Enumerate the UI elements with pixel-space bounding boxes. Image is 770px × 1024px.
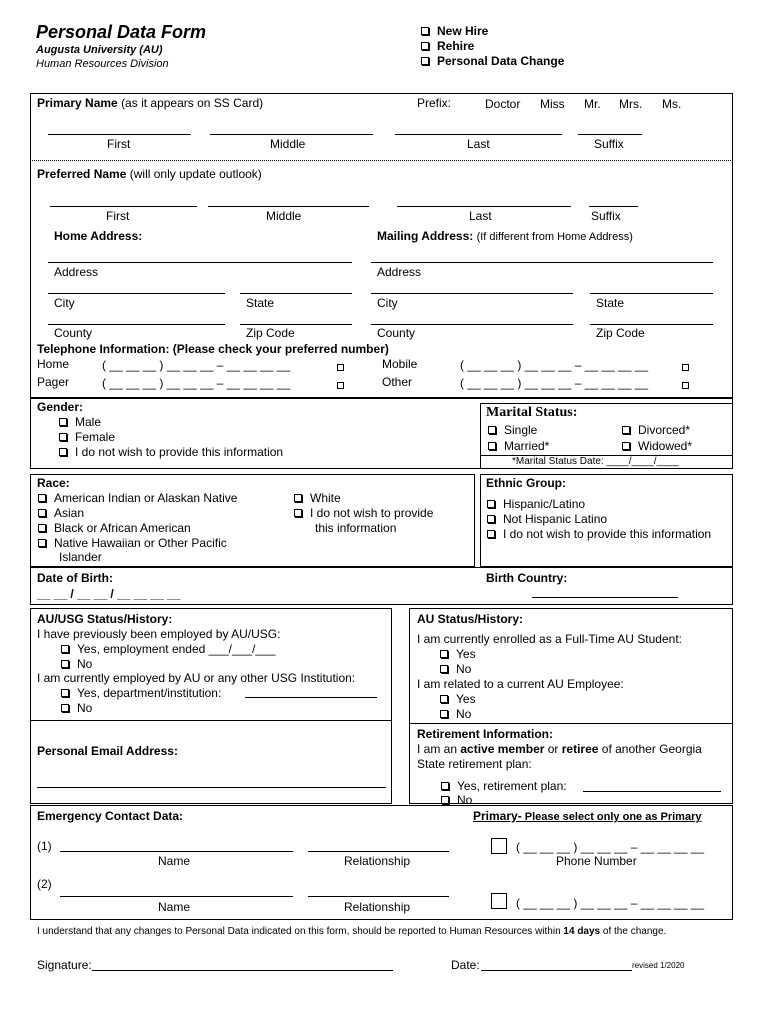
home-city-caption: City <box>54 296 75 310</box>
other-phone-field[interactable]: ( __ __ __ ) __ __ __ – __ __ __ __ <box>460 376 649 390</box>
au-q2: I am related to a current AU Employee: <box>417 677 624 691</box>
checkbox-icon <box>488 426 496 434</box>
prefix-ms[interactable]: Ms. <box>662 97 682 111</box>
primary-name-label: Primary Name (as it appears on SS Card) <box>37 96 264 110</box>
race-no-answer[interactable]: I do not wish to provide <box>294 506 433 520</box>
home-phone-checkbox[interactable] <box>337 360 344 374</box>
primary-suffix-caption: Suffix <box>594 137 624 151</box>
contact2-primary-checkbox[interactable] <box>491 893 507 909</box>
gender-label: Gender: <box>37 400 84 414</box>
checkbox-icon <box>441 782 449 790</box>
home-state-line[interactable] <box>240 293 352 294</box>
checkbox-icon <box>440 650 448 658</box>
ethnic-not-hispanic[interactable]: Not Hispanic Latino <box>487 512 607 526</box>
form-title: Personal Data Form <box>36 22 207 42</box>
emergency-label: Emergency Contact Data: <box>37 809 184 823</box>
checkbox-icon <box>622 426 630 434</box>
gender-no-answer[interactable]: I do not wish to provide this information <box>59 445 283 459</box>
primary-last-line[interactable] <box>395 134 562 135</box>
divider <box>409 723 733 724</box>
pager-field[interactable]: ( __ __ __ ) __ __ __ – __ __ __ __ <box>102 376 291 390</box>
race-asian[interactable]: Asian <box>38 506 84 520</box>
mailing-zip-caption: Zip Code <box>596 326 645 340</box>
pager-checkbox[interactable] <box>337 378 344 392</box>
race-no-answer-cont: this information <box>315 521 397 535</box>
home-address-line[interactable] <box>48 262 352 263</box>
checkbox-icon <box>59 448 67 456</box>
primary-note: Primary- Please select only one as Primary <box>473 809 702 823</box>
gender-female[interactable]: Female <box>59 430 115 444</box>
checkbox-icon <box>294 509 302 517</box>
preferred-last-caption: Last <box>469 209 492 223</box>
checkbox-icon <box>38 509 46 517</box>
other-phone-checkbox[interactable] <box>682 378 689 392</box>
prefix-doctor[interactable]: Doctor <box>485 97 521 111</box>
prefix-label: Prefix: <box>417 96 452 110</box>
birth-country-label: Birth Country: <box>486 571 568 585</box>
marital-widowed[interactable]: Widowed* <box>622 439 692 453</box>
pager-label: Pager <box>37 375 70 389</box>
home-zip-line[interactable] <box>240 324 352 325</box>
race-american-indian[interactable]: American Indian or Alaskan Native <box>38 491 237 505</box>
mailing-address-line[interactable] <box>371 262 713 263</box>
primary-last-caption: Last <box>467 137 490 151</box>
contact1-relationship-line[interactable] <box>308 851 449 852</box>
mailing-address-label: Mailing Address: (If different from Home Address) <box>377 229 633 243</box>
race-white[interactable]: White <box>294 491 341 505</box>
checkbox-icon[interactable] <box>421 42 429 50</box>
checkbox-icon <box>487 515 495 523</box>
rehire-option[interactable]: Rehire <box>421 39 474 53</box>
other-phone-label: Other <box>382 375 413 389</box>
contact2-name-line[interactable] <box>60 896 293 897</box>
primary-middle-caption: Middle <box>270 137 306 151</box>
revised-note: revised 1/2020 <box>632 961 685 970</box>
checkbox-icon <box>440 665 448 673</box>
race-hawaiian-cont: Islander <box>59 550 102 564</box>
home-phone-field[interactable]: ( __ __ __ ) __ __ __ – __ __ __ __ <box>102 358 291 372</box>
dob-label: Date of Birth: <box>37 571 113 585</box>
au-q2-no[interactable]: No <box>440 707 471 721</box>
org-name: Augusta University (AU) <box>36 44 163 56</box>
mailing-zip-line[interactable] <box>590 324 713 325</box>
preferred-name-label: Preferred Name (will only update outlook) <box>37 167 262 181</box>
new-hire-option[interactable]: New Hire <box>421 24 488 38</box>
preferred-first-line[interactable] <box>50 206 197 207</box>
marital-divorced[interactable]: Divorced* <box>622 423 690 437</box>
gender-male[interactable]: Male <box>59 415 101 429</box>
checkbox-icon <box>487 500 495 508</box>
usg-q2-no[interactable]: No <box>61 701 92 715</box>
race-hawaiian[interactable]: Native Hawaiian or Other Pacific <box>38 536 227 550</box>
au-status-label: AU Status/History: <box>417 612 524 626</box>
contact1-relationship-caption: Relationship <box>344 854 411 868</box>
retirement-label: Retirement Information: <box>417 727 554 741</box>
email-label: Personal Email Address: <box>37 744 178 758</box>
preferred-suffix-line[interactable] <box>589 206 638 207</box>
checkbox-icon <box>61 645 69 653</box>
home-address-caption: Address <box>54 265 99 279</box>
au-q1: I am currently enrolled as a Full-Time AU Student: <box>417 632 682 646</box>
race-label: Race: <box>37 476 70 490</box>
usg-q2-yes[interactable]: Yes, department/institution: <box>61 686 221 700</box>
checkbox-icon <box>38 539 46 547</box>
checkbox-icon <box>61 689 69 697</box>
retirement-no[interactable]: No <box>441 793 472 807</box>
marital-married[interactable]: Married* <box>488 439 549 453</box>
mailing-state-line[interactable] <box>590 293 713 294</box>
contact1-number: (1) <box>37 839 52 853</box>
usg-q1-no[interactable]: No <box>61 657 92 671</box>
ethnic-label: Ethnic Group: <box>486 476 566 490</box>
checkbox-icon <box>61 660 69 668</box>
contact1-name-caption: Name <box>158 854 191 868</box>
signature-line[interactable] <box>92 970 393 971</box>
retirement-line2: State retirement plan: <box>417 757 532 771</box>
contact1-phone-caption: Phone Number <box>556 854 637 868</box>
prefix-mrs[interactable]: Mrs. <box>619 97 643 111</box>
au-q2-yes[interactable]: Yes <box>440 692 476 706</box>
preferred-last-line[interactable] <box>397 206 571 207</box>
telephone-label: Telephone Information: (Please check your preferred number) <box>37 342 389 356</box>
contact2-name-caption: Name <box>158 900 191 914</box>
retirement-yes[interactable]: Yes, retirement plan: <box>441 779 567 793</box>
marital-single[interactable]: Single <box>488 423 537 437</box>
mailing-address-caption: Address <box>377 265 422 279</box>
date-line[interactable] <box>481 970 632 971</box>
home-state-caption: State <box>246 296 275 310</box>
contact2-phone-field[interactable]: ( __ __ __ ) __ __ __ – __ __ __ __ <box>516 896 705 910</box>
home-phone-label: Home <box>37 357 70 371</box>
usg-q2: I am currently employed by AU or any other USG Institution: <box>37 671 356 685</box>
date-label: Date: <box>451 958 480 972</box>
primary-first-line[interactable] <box>48 134 191 135</box>
preferred-first-caption: First <box>106 209 130 223</box>
home-county-line[interactable] <box>48 324 225 325</box>
contact2-relationship-line[interactable] <box>308 896 449 897</box>
department-line[interactable] <box>245 697 377 698</box>
checkbox-icon <box>61 704 69 712</box>
preferred-middle-caption: Middle <box>266 209 302 223</box>
au-q1-no[interactable]: No <box>440 662 471 676</box>
primary-middle-line[interactable] <box>210 134 373 135</box>
contact1-phone-field[interactable]: ( __ __ __ ) __ __ __ – __ __ __ __ <box>516 840 705 854</box>
mobile-phone-field[interactable]: ( __ __ __ ) __ __ __ – __ __ __ __ <box>460 358 649 372</box>
contact2-number: (2) <box>37 877 52 891</box>
home-county-caption: County <box>54 326 93 340</box>
division-name: Human Resources Division <box>36 58 169 70</box>
checkbox-icon <box>622 442 630 450</box>
usg-label: AU/USG Status/History: <box>37 612 173 626</box>
marital-date-field[interactable]: *Marital Status Date: ____/____/____ <box>512 456 679 467</box>
data-change-option[interactable]: Personal Data Change <box>421 54 564 68</box>
checkbox-icon <box>38 524 46 532</box>
dob-field[interactable]: __ __ / __ __ / __ __ __ __ <box>37 587 181 601</box>
mobile-phone-label: Mobile <box>382 357 418 371</box>
contact2-relationship-caption: Relationship <box>344 900 411 914</box>
mailing-state-caption: State <box>596 296 625 310</box>
race-black[interactable]: Black or African American <box>38 521 191 535</box>
prefix-mr[interactable]: Mr. <box>584 97 601 111</box>
preferred-middle-line[interactable] <box>208 206 369 207</box>
prefix-miss[interactable]: Miss <box>540 97 565 111</box>
mailing-county-line[interactable] <box>371 324 573 325</box>
divider <box>30 160 733 161</box>
mailing-county-caption: County <box>377 326 416 340</box>
preferred-suffix-caption: Suffix <box>591 209 621 223</box>
email-line[interactable] <box>37 787 386 788</box>
au-q1-yes[interactable]: Yes <box>440 647 476 661</box>
checkbox-icon <box>294 494 302 502</box>
contact1-name-line[interactable] <box>60 851 293 852</box>
primary-first-caption: First <box>107 137 131 151</box>
checkbox-icon[interactable] <box>421 57 429 65</box>
home-address-label: Home Address: <box>54 229 143 243</box>
usg-q1-yes[interactable]: Yes, employment ended ___/___/___ <box>61 642 275 656</box>
checkbox-icon <box>59 418 67 426</box>
birth-country-line[interactable] <box>532 597 678 598</box>
retirement-line1: I am an active member or retiree of another Georgia <box>417 742 702 756</box>
checkbox-icon <box>487 530 495 538</box>
usg-q1: I have previously been employed by AU/USG: <box>37 627 281 641</box>
checkbox-icon <box>440 695 448 703</box>
signature-label: Signature: <box>37 958 92 972</box>
contact1-primary-checkbox[interactable] <box>491 838 507 854</box>
mailing-city-line[interactable] <box>371 293 573 294</box>
home-city-line[interactable] <box>48 293 225 294</box>
ethnic-no-answer[interactable]: I do not wish to provide this information <box>487 527 711 541</box>
ethnic-hispanic[interactable]: Hispanic/Latino <box>487 497 585 511</box>
retirement-plan-line[interactable] <box>583 791 721 792</box>
mobile-phone-checkbox[interactable] <box>682 360 689 374</box>
mailing-city-caption: City <box>377 296 398 310</box>
checkbox-icon <box>440 710 448 718</box>
checkbox-icon <box>441 796 449 804</box>
primary-suffix-line[interactable] <box>578 134 642 135</box>
divider <box>30 720 392 721</box>
checkbox-icon[interactable] <box>421 27 429 35</box>
checkbox-icon <box>38 494 46 502</box>
marital-label: Marital Status: <box>486 405 578 420</box>
checkbox-icon <box>488 442 496 450</box>
change-notice: I understand that any changes to Personal Data indicated on this form, should be reported to Human Resources within 14 days of the change. <box>37 926 667 937</box>
home-zip-caption: Zip Code <box>246 326 295 340</box>
checkbox-icon <box>59 433 67 441</box>
